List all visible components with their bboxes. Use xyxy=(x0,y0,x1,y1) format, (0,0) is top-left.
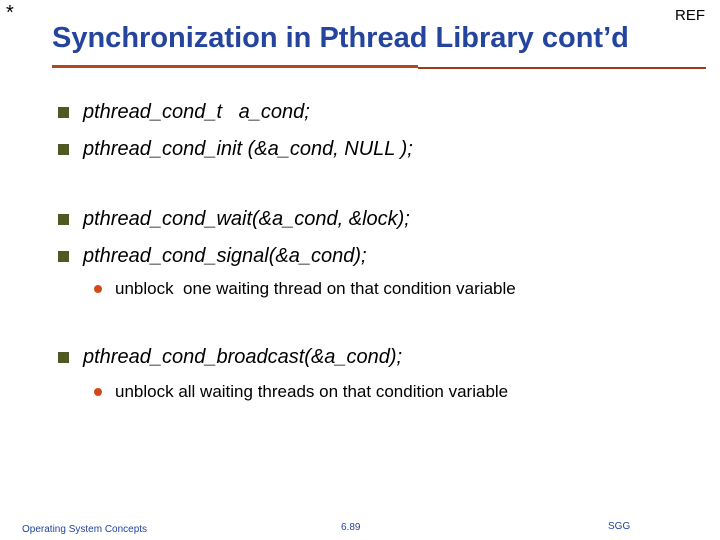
bullet-cond-init xyxy=(58,138,413,161)
corner-asterisk: * xyxy=(6,2,14,24)
bullet-text: pthread_cond_t a_cond; xyxy=(83,101,310,123)
footer-slide-number: 6.89 xyxy=(341,522,361,533)
slide-title: Synchronization in Pthread Library cont’d xyxy=(52,22,629,54)
title-underline-left xyxy=(52,65,418,68)
title-underline-right xyxy=(418,67,706,69)
bullet-cond-signal xyxy=(58,245,367,268)
footer-course-name: Operating System Concepts xyxy=(22,524,148,535)
bullet-square-icon xyxy=(58,352,69,363)
sub-bullet-text: unblock all waiting threads on that condition variable xyxy=(115,382,509,401)
sub-bullet-signal xyxy=(94,279,516,299)
bullet-square-icon xyxy=(58,214,69,225)
sub-bullet-text: unblock one waiting thread on that condition variable xyxy=(115,279,516,298)
bullet-cond-broadcast xyxy=(58,346,402,369)
bullet-cond-declaration xyxy=(58,101,310,124)
bullet-cond-wait xyxy=(58,208,410,231)
bullet-text: pthread_cond_broadcast(&a_cond); xyxy=(83,346,403,368)
sub-bullet-dot-icon xyxy=(94,285,102,293)
sub-bullet-broadcast xyxy=(94,382,508,402)
footer-authors: SGG xyxy=(608,521,631,532)
bullet-square-icon xyxy=(58,251,69,262)
bullet-text: pthread_cond_init (&a_cond, NULL ); xyxy=(83,138,413,160)
sub-bullet-dot-icon xyxy=(94,388,102,396)
bullet-text: pthread_cond_wait(&a_cond, &lock); xyxy=(83,208,410,230)
bullet-text: pthread_cond_signal(&a_cond); xyxy=(83,245,367,267)
bullet-square-icon xyxy=(58,144,69,155)
bullet-square-icon xyxy=(58,107,69,118)
ref-label: REF xyxy=(675,7,705,24)
